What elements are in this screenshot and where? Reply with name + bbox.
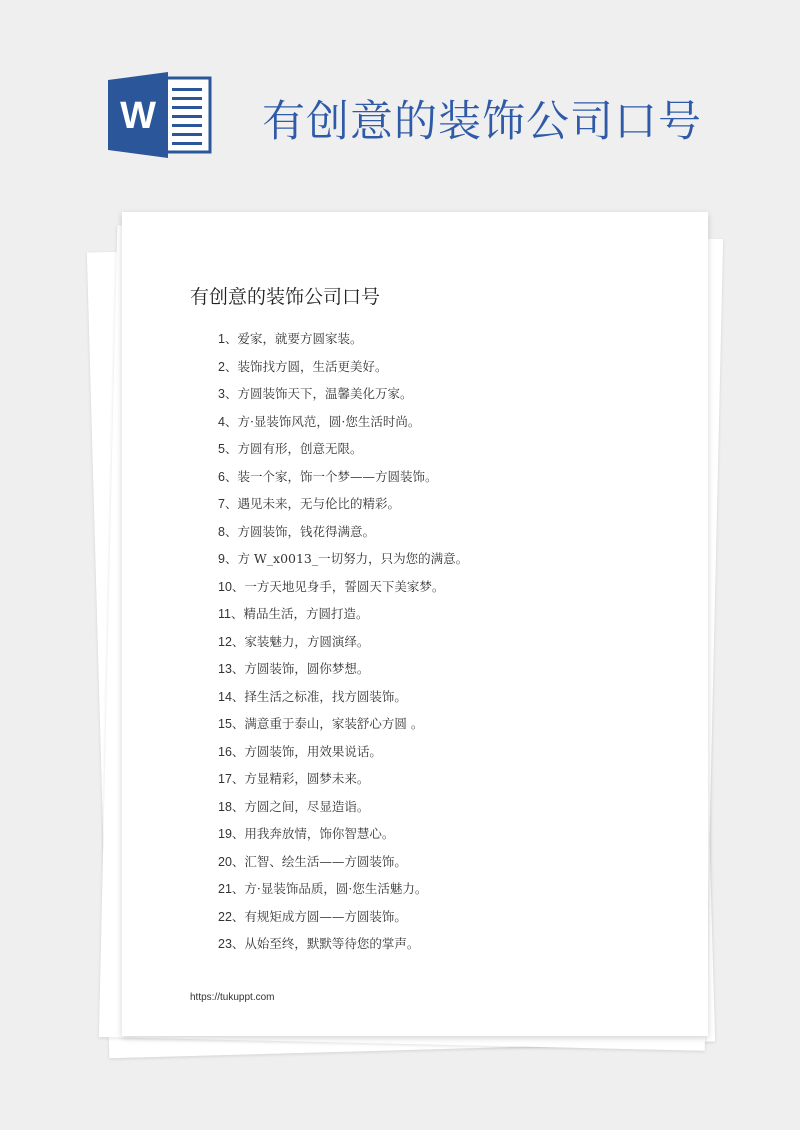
slogan-text: 、方圆装饰天下，温馨美化万家。: [224, 386, 413, 401]
slogan-number: 22: [218, 909, 232, 924]
slogan-number: 16: [218, 744, 232, 759]
slogan-number: 5: [218, 442, 225, 456]
slogan-text: 、装一个家，饰一个梦——方圆装饰。: [224, 468, 438, 484]
list-item: [218, 793, 468, 821]
slogan-text: 、满意重于泰山，家装舒心方圆 。: [231, 716, 424, 731]
slogan-number: 14: [218, 689, 232, 704]
slogan-text: 、方·显装饰品质，圆·您生活魅力。: [231, 881, 428, 896]
list-item: [218, 545, 468, 573]
slogan-text: 、一方天地见身手，誓圆天下美家梦。: [231, 578, 445, 594]
slogan-text: 、方显精彩，圆梦未来。: [231, 771, 370, 786]
document-page: [122, 212, 708, 1036]
slogan-text: 、装饰找方圆，生活更美好。: [224, 358, 388, 374]
slogan-text: 、精品生活，方圆打造。: [230, 606, 369, 621]
slogan-number: 1: [218, 332, 225, 346]
slogan-text: 、爱家，就要方圆家装。: [224, 331, 363, 346]
list-item: [218, 600, 468, 628]
list-item: [218, 435, 468, 463]
slogan-number: 3: [218, 387, 225, 401]
slogan-number: 6: [218, 469, 225, 484]
word-logo-icon: [108, 72, 212, 158]
slogan-number: 10: [218, 579, 232, 594]
slogan-text: 、从始至终，默默等待您的掌声。: [231, 936, 420, 951]
slogan-text: 、方圆装饰，用效果说话。: [231, 743, 382, 759]
slogan-text: 、方圆装饰，钱花得满意。: [224, 523, 375, 539]
list-item: [218, 408, 468, 436]
list-item: [218, 573, 468, 601]
slogan-list: [218, 325, 468, 958]
list-item: [218, 710, 468, 738]
list-item: [218, 380, 468, 408]
slogan-text: 、方圆有形，创意无限。: [224, 441, 363, 456]
document-title: 有创意的装饰公司口号: [190, 286, 381, 308]
list-item: [218, 518, 468, 546]
slogan-text: 、汇智、绘生活——方圆装饰。: [231, 853, 407, 869]
list-item: [218, 463, 468, 491]
list-item: [218, 903, 468, 931]
slogan-number: 23: [218, 937, 232, 951]
list-item: [218, 765, 468, 793]
slogan-number: 13: [218, 662, 232, 676]
slogan-text: 、择生活之标准，找方圆装饰。: [231, 688, 407, 704]
slogan-text: 、方 W_x0013_一切努力，只为您的满意。: [224, 551, 469, 566]
footer-url: https://tukuppt.com: [190, 992, 275, 1003]
slogan-number: 18: [218, 799, 232, 814]
page-title: 有创意的装饰公司口号: [262, 97, 702, 147]
slogan-number: 4: [218, 414, 225, 429]
slogan-text: 、方圆之间，尽显造诣。: [231, 798, 370, 814]
slogan-text: 、用我奔放情，饰你智慧心。: [231, 826, 395, 841]
slogan-text: 、方·显装饰风范，圆·您生活时尚。: [224, 413, 421, 429]
slogan-number: 11: [218, 607, 231, 621]
slogan-number: 20: [218, 854, 232, 869]
slogan-number: 19: [218, 827, 232, 841]
slogan-text: 、有规矩成方圆——方圆装饰。: [231, 908, 407, 924]
list-item: [218, 848, 468, 876]
slogan-number: 17: [218, 772, 232, 786]
slogan-number: 15: [218, 717, 232, 731]
list-item: [218, 325, 468, 353]
slogan-number: 12: [218, 634, 232, 649]
list-item: [218, 820, 468, 848]
list-item: [218, 875, 468, 903]
list-item: [218, 655, 468, 683]
slogan-number: 7: [218, 497, 225, 511]
list-item: [218, 490, 468, 518]
slogan-text: 、遇见未来，无与伦比的精彩。: [224, 496, 400, 511]
list-item: [218, 353, 468, 381]
list-item: [218, 628, 468, 656]
list-item: [218, 738, 468, 766]
slogan-number: 21: [218, 882, 232, 896]
slogan-text: 、方圆装饰，圆你梦想。: [231, 661, 370, 676]
slogan-text: 、家装魅力，方圆演绎。: [231, 633, 370, 649]
list-item: [218, 683, 468, 711]
list-item: [218, 930, 468, 958]
slogan-number: 8: [218, 524, 225, 539]
logo-letter: W: [120, 95, 156, 137]
slogan-number: 9: [218, 552, 225, 566]
slogan-number: 2: [218, 359, 225, 374]
